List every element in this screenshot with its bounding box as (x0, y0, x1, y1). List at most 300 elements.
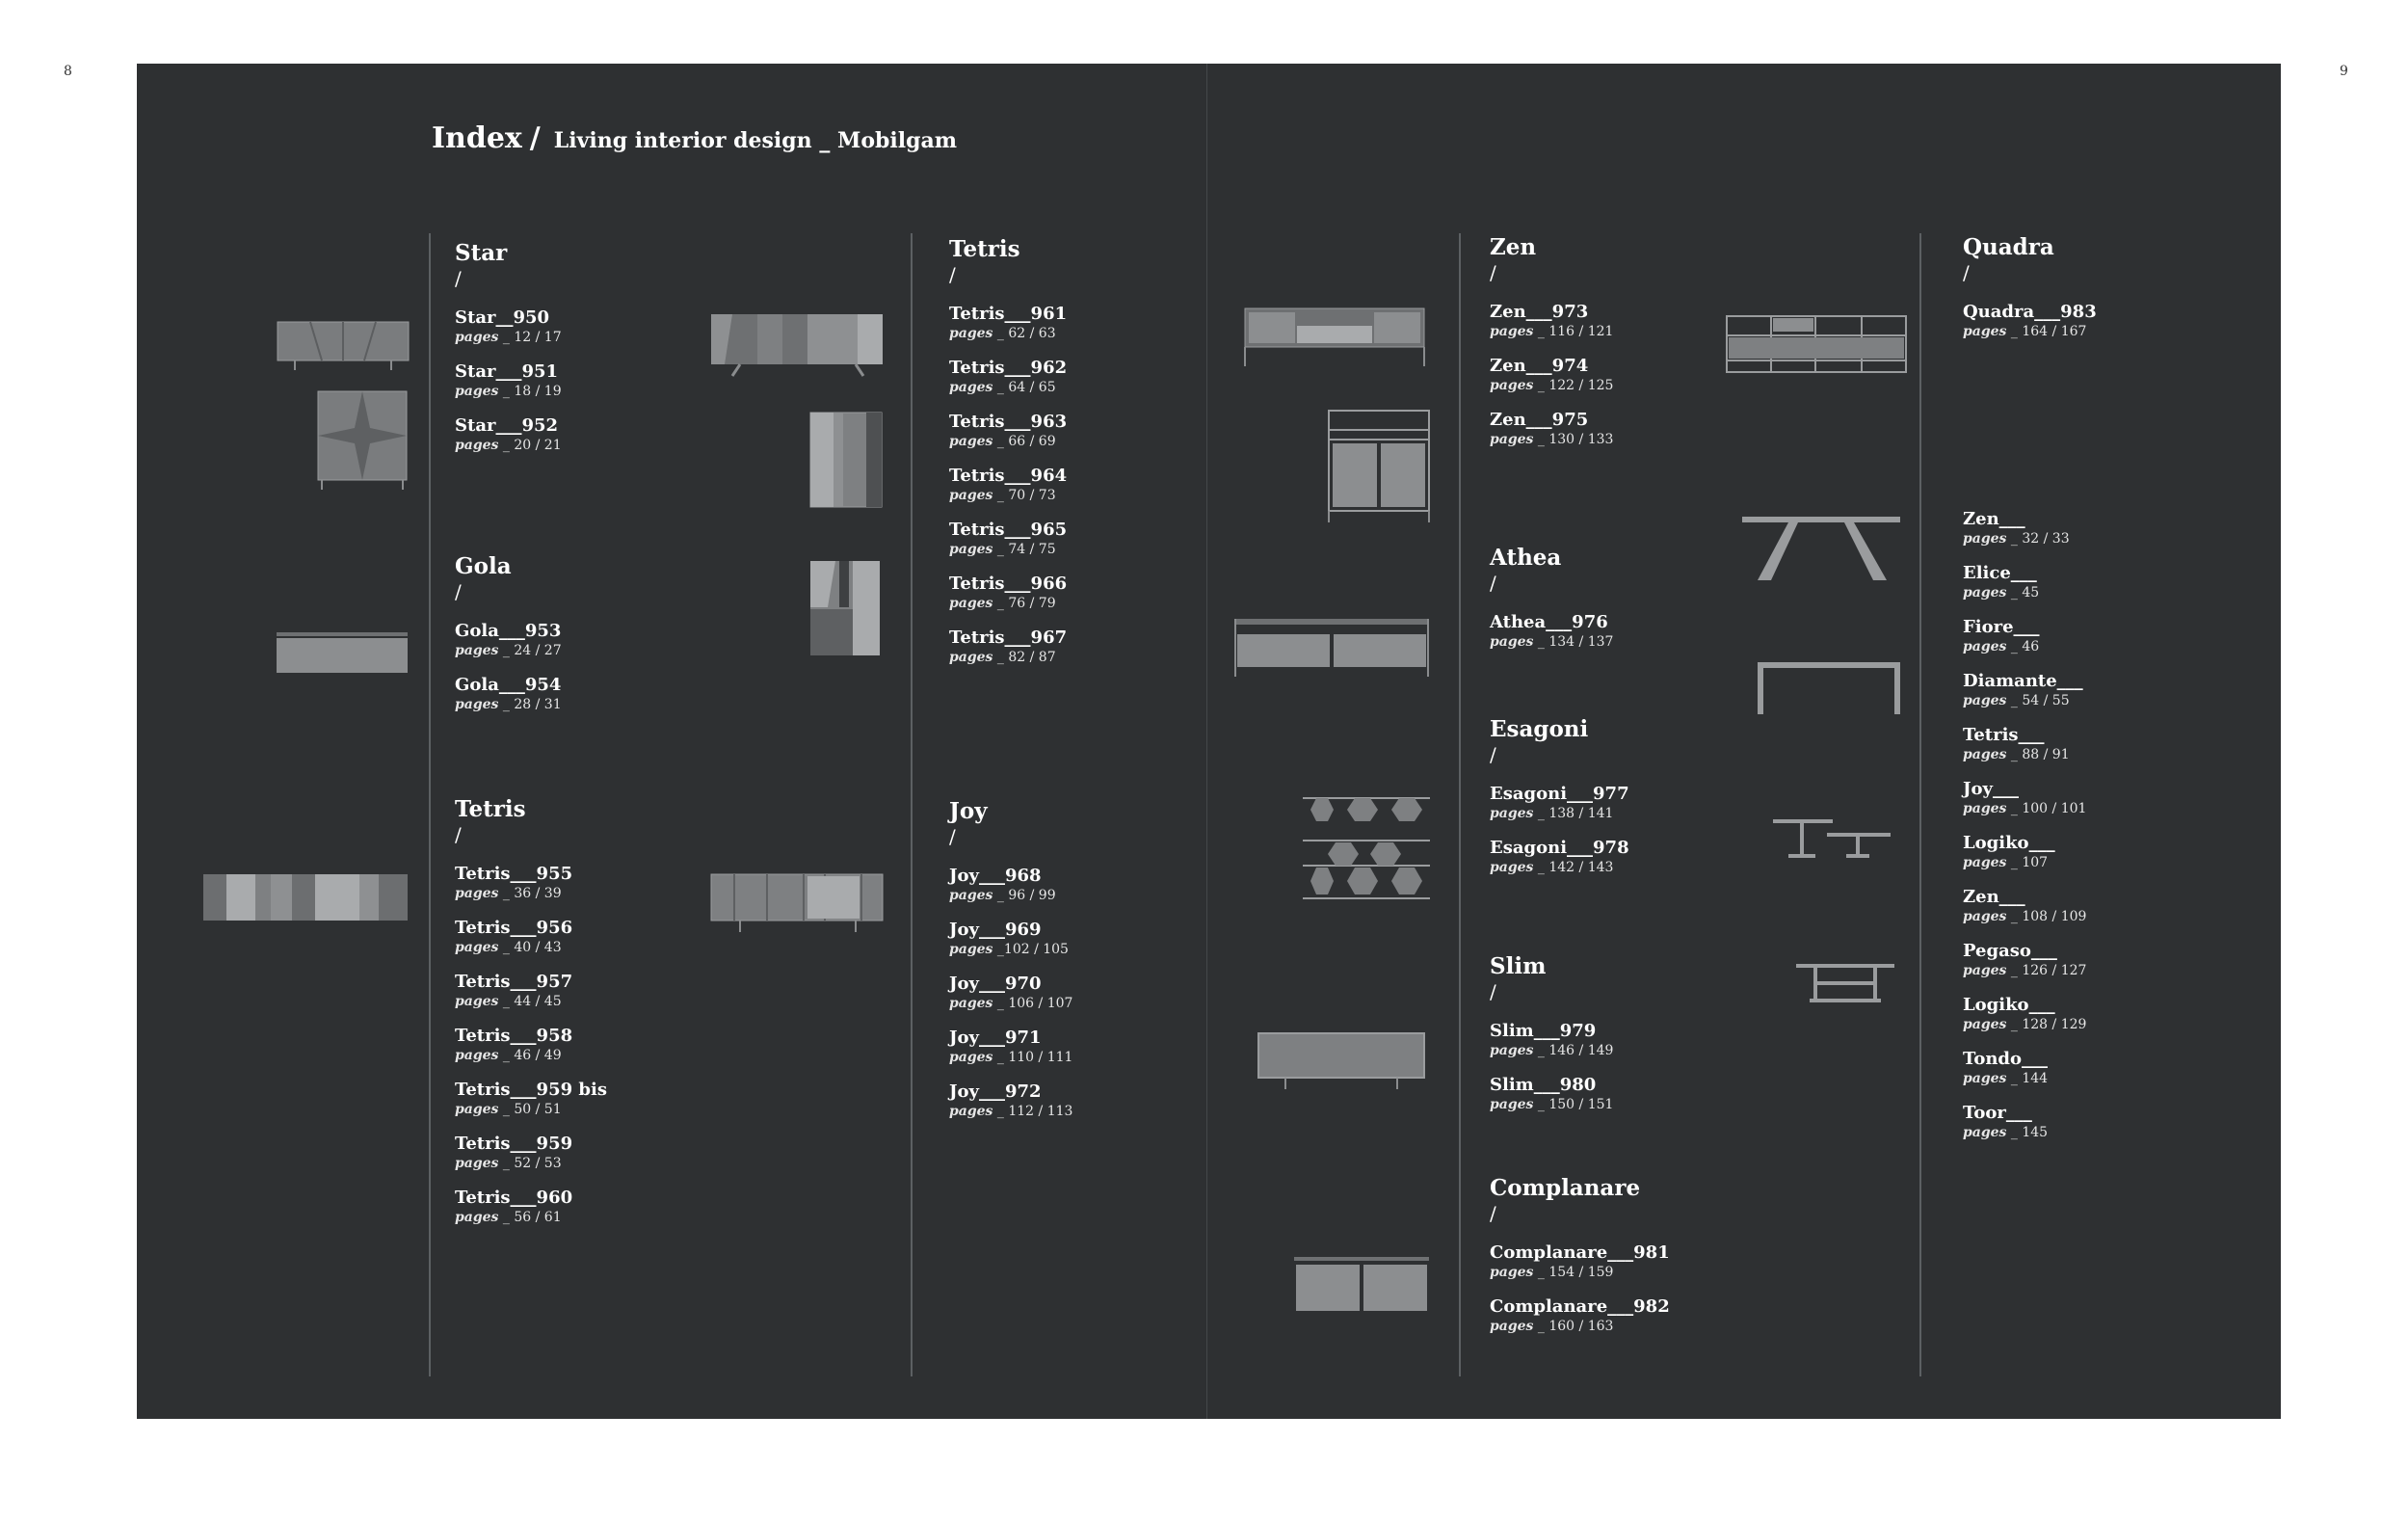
index-entry (1963, 509, 2086, 547)
entry-name: Star___951 (455, 361, 559, 382)
collection-entries (455, 864, 607, 1226)
index-entry (1490, 612, 1613, 651)
entry-pages (1490, 323, 1613, 340)
entry-name: Zen___ (1963, 887, 2025, 907)
collection-group (455, 796, 607, 1242)
entry-name: Esagoni___977 (1490, 784, 1629, 804)
entry-pages (949, 941, 1072, 958)
entry-pages (455, 885, 607, 902)
collection-slash: / (949, 825, 956, 848)
entry-pages (1963, 692, 2086, 709)
entry-pages (949, 649, 1067, 666)
index-entry (455, 918, 607, 956)
entry-name: Slim___980 (1490, 1075, 1597, 1095)
entry-pages (455, 383, 562, 400)
collection-title: Esagoni (1490, 716, 1589, 742)
entry-pages (1490, 1318, 1670, 1335)
pages-label: pages (1963, 963, 2007, 978)
entry-pages (1963, 530, 2086, 547)
entry-pages (1963, 962, 2086, 979)
index-entry (949, 520, 1067, 558)
pages-label: pages (455, 1048, 499, 1063)
entry-pages (949, 1049, 1072, 1066)
collection-entries (1490, 784, 1629, 876)
page-range: _ 130 / 133 (1537, 432, 1614, 447)
entry-pages (455, 696, 562, 713)
index-entry (1490, 1021, 1613, 1059)
entry-name: Star__950 (455, 307, 550, 328)
pages-label: pages (1963, 585, 2007, 601)
entry-pages (455, 1101, 607, 1118)
pages-label: pages (455, 384, 499, 399)
index-entry (1963, 671, 2086, 709)
pages-label: pages (455, 643, 499, 658)
index-entry (949, 1081, 1072, 1120)
entry-name: Tetris___959 bis (455, 1080, 607, 1100)
page-range: _ 66 / 69 (996, 434, 1056, 449)
page-range: _ 46 / 49 (502, 1048, 562, 1063)
page-range: _ 76 / 79 (996, 596, 1056, 611)
index-spread (137, 64, 2281, 1419)
page-range: _ 44 / 45 (502, 994, 562, 1009)
index-entry (1963, 1049, 2086, 1087)
page-range: _ 145 (2010, 1125, 2049, 1140)
entry-name: Elice___ (1963, 563, 2037, 583)
pages-label: pages (1963, 909, 2007, 924)
collection-slash: / (455, 267, 462, 290)
index-entry (455, 621, 562, 659)
collection-entries (1490, 302, 1613, 448)
page-range: _ 46 (2010, 639, 2040, 654)
page-range: _ 107 (2010, 855, 2049, 870)
index-entry (1490, 356, 1613, 394)
cabinet-illustration (810, 561, 884, 657)
collection-entries (1490, 1242, 1670, 1335)
collection-slash: / (455, 580, 462, 603)
entry-pages (1963, 323, 2097, 340)
collection-entries (1963, 302, 2097, 340)
sideboard-illustration (1233, 619, 1432, 681)
entry-pages (1490, 859, 1629, 876)
index-entry (1490, 1296, 1670, 1335)
pages-label: pages (949, 1104, 993, 1119)
index-entry (455, 675, 562, 713)
entry-pages (1963, 1016, 2086, 1033)
entry-name: Tetris___959 (455, 1134, 573, 1154)
collection-title: Joy (949, 798, 988, 824)
header-slash: / (529, 121, 541, 155)
entry-name: Tetris___961 (949, 304, 1068, 324)
entry-name: Tetris___957 (455, 972, 573, 992)
sideboard-illustration (1294, 1257, 1431, 1315)
entry-pages (1490, 1042, 1613, 1059)
index-entry (1963, 563, 2086, 601)
page-range: _ 128 / 129 (2010, 1017, 2087, 1032)
pages-label: pages (1963, 1125, 2007, 1140)
page-range: _ 52 / 53 (502, 1156, 562, 1171)
entry-name: Zen___975 (1490, 410, 1589, 430)
page-range: _ 116 / 121 (1537, 324, 1614, 339)
entry-pages (949, 995, 1072, 1012)
sideboard-illustration (1257, 1031, 1428, 1093)
index-entry (455, 307, 562, 346)
entry-name: Diamante___ (1963, 671, 2083, 691)
entry-name: Tetris___960 (455, 1188, 573, 1208)
collection-group (1963, 509, 2086, 1157)
entry-pages (455, 993, 607, 1010)
page-range: _ 12 / 17 (502, 330, 562, 345)
entry-name: Joy___970 (949, 974, 1042, 994)
index-entry (1963, 779, 2086, 817)
page-range: _ 54 / 55 (2010, 693, 2070, 708)
index-entry (1963, 302, 2097, 340)
index-entry (1490, 410, 1613, 448)
page-number-right: 9 (2340, 64, 2348, 79)
entry-pages (455, 1155, 607, 1172)
collection-slash: / (1490, 1202, 1496, 1225)
page-range: _102 / 105 (996, 942, 1069, 957)
collection-slash: / (1963, 261, 1970, 284)
sideboard-illustration (711, 874, 885, 936)
entry-name: Joy___971 (949, 1028, 1042, 1048)
collection-slash: / (1490, 743, 1496, 766)
entry-pages (1490, 805, 1629, 822)
pages-label: pages (949, 996, 993, 1011)
sideboard-illustration (278, 320, 409, 372)
pages-label: pages (1963, 855, 2007, 870)
collection-title: Zen (1490, 234, 1537, 260)
entry-name: Zen___ (1963, 509, 2025, 529)
pages-label: pages (455, 697, 499, 712)
collection-title: Quadra (1963, 234, 2054, 260)
collection-entries (455, 621, 562, 713)
page-range: _ 64 / 65 (996, 380, 1056, 395)
page-range: _ 150 / 151 (1537, 1097, 1614, 1112)
index-entry (455, 1134, 607, 1172)
column-divider (1919, 233, 1921, 1376)
page-range: _ 108 / 109 (2010, 909, 2087, 924)
sideboard-illustration (1725, 314, 1908, 376)
pages-label: pages (949, 380, 993, 395)
index-entry (455, 415, 562, 454)
page-range: _ 164 / 167 (2010, 324, 2087, 339)
collection-entries (1490, 1021, 1613, 1113)
collection-entries (949, 866, 1072, 1120)
page-range: _ 62 / 63 (996, 326, 1056, 341)
entry-pages (1963, 746, 2086, 763)
collection-slash: / (1490, 572, 1496, 595)
entry-pages (1963, 638, 2086, 655)
entry-name: Complanare___982 (1490, 1296, 1670, 1317)
index-entry (1963, 725, 2086, 763)
collection-slash: / (949, 263, 956, 286)
collection-title: Tetris (455, 796, 526, 822)
index-entry (455, 864, 607, 902)
entry-pages (949, 325, 1067, 342)
entry-pages (949, 487, 1067, 504)
entry-name: Joy___972 (949, 1081, 1042, 1102)
entry-name: Toor___ (1963, 1103, 2032, 1123)
entry-pages (949, 1103, 1072, 1120)
pages-label: pages (455, 940, 499, 955)
page-range: _ 106 / 107 (996, 996, 1073, 1011)
pages-label: pages (1963, 747, 2007, 762)
collection-group (1490, 953, 1613, 1129)
sideboard-illustration (1243, 308, 1428, 370)
page-range: _ 88 / 91 (2010, 747, 2070, 762)
entry-name: Star___952 (455, 415, 559, 436)
pages-label: pages (1490, 1043, 1534, 1058)
entry-name: Tetris___966 (949, 574, 1068, 594)
pages-label: pages (949, 542, 993, 557)
pages-label: pages (949, 326, 993, 341)
pages-label: pages (949, 488, 993, 503)
page-range: _ 40 / 43 (502, 940, 562, 955)
pages-label: pages (949, 888, 993, 903)
entry-pages (1490, 1096, 1613, 1113)
index-entry (1963, 887, 2086, 925)
entry-name: Tetris___962 (949, 358, 1068, 378)
page-range: _ 126 / 127 (2010, 963, 2087, 978)
index-entry (949, 1028, 1072, 1066)
entry-name: Joy___968 (949, 866, 1042, 886)
shelf-illustration (1299, 794, 1434, 904)
entry-name: Zen___974 (1490, 356, 1589, 376)
entry-pages (455, 642, 562, 659)
table-illustration (1742, 517, 1902, 586)
pages-label: pages (1963, 324, 2007, 339)
entry-name: Gola___953 (455, 621, 562, 641)
collection-entries (455, 307, 562, 454)
pages-label: pages (455, 886, 499, 901)
pages-label: pages (1963, 531, 2007, 547)
entry-name: Tetris___965 (949, 520, 1068, 540)
sideboard-illustration (203, 874, 408, 922)
index-header (432, 121, 957, 155)
sideboard-illustration (277, 632, 410, 677)
entry-name: Tetris___955 (455, 864, 573, 884)
page-range: _ 144 (2010, 1071, 2049, 1086)
pages-label: pages (949, 1050, 993, 1065)
page-range: _ 82 / 87 (996, 650, 1056, 665)
entry-pages (1490, 431, 1613, 448)
collection-entries (949, 304, 1067, 666)
entry-pages (1963, 1124, 2086, 1141)
collection-slash: / (1490, 980, 1496, 1003)
index-entry (1963, 1103, 2086, 1141)
index-entry (1963, 995, 2086, 1033)
collection-group (949, 236, 1067, 681)
pages-label: pages (949, 942, 993, 957)
index-entry (949, 358, 1067, 396)
pages-label: pages (1963, 1017, 2007, 1032)
cabinet-illustration (810, 413, 884, 509)
entry-pages (949, 541, 1067, 558)
cabinet-illustration (318, 391, 409, 492)
collection-title: Star (455, 240, 508, 266)
entry-name: Tetris___958 (455, 1026, 573, 1046)
collection-group (1490, 716, 1629, 892)
collection-title: Athea (1490, 545, 1562, 571)
pages-label: pages (949, 596, 993, 611)
index-title: Index (432, 121, 522, 155)
page-range: _ 18 / 19 (502, 384, 562, 399)
index-entry (1963, 941, 2086, 979)
entry-name: Tetris___964 (949, 466, 1068, 486)
entry-pages (1963, 1070, 2086, 1087)
entry-pages (455, 939, 607, 956)
entry-name: Gola___954 (455, 675, 562, 695)
page-range: _ 70 / 73 (996, 488, 1056, 503)
entry-name: Logiko___ (1963, 833, 2055, 853)
pages-label: pages (1963, 801, 2007, 816)
index-entry (949, 304, 1067, 342)
page-range: _ 20 / 21 (502, 438, 562, 453)
index-entry (949, 974, 1072, 1012)
coffee-table-illustration (1796, 964, 1896, 1004)
pages-label: pages (1490, 634, 1534, 650)
page-fold (1206, 64, 1207, 1419)
index-entry (949, 574, 1067, 612)
pages-label: pages (1490, 860, 1534, 875)
collection-group (1490, 545, 1613, 666)
page-range: _ 36 / 39 (502, 886, 562, 901)
entry-name: Logiko___ (1963, 995, 2055, 1015)
page-range: _ 138 / 141 (1537, 806, 1614, 821)
entry-pages (1963, 584, 2086, 601)
pages-label: pages (455, 330, 499, 345)
collection-group (949, 798, 1072, 1135)
pages-label: pages (1963, 693, 2007, 708)
page-range: _ 134 / 137 (1537, 634, 1614, 650)
entry-pages (1963, 854, 2086, 871)
page-range: _ 112 / 113 (996, 1104, 1073, 1119)
pages-label: pages (949, 650, 993, 665)
index-entry (949, 466, 1067, 504)
collection-entries (1963, 509, 2086, 1141)
collection-title: Complanare (1490, 1175, 1641, 1201)
collection-group (455, 240, 562, 469)
index-entry (1490, 1242, 1670, 1281)
page-range: _ 142 / 143 (1537, 860, 1614, 875)
pages-label: pages (455, 994, 499, 1009)
pages-label: pages (455, 1210, 499, 1225)
index-entry (1490, 302, 1613, 340)
entry-name: Complanare___981 (1490, 1242, 1670, 1263)
pages-label: pages (1490, 378, 1534, 393)
index-entry (949, 866, 1072, 904)
entry-pages (455, 1047, 607, 1064)
page-range: _ 146 / 149 (1537, 1043, 1614, 1058)
table-illustration (1758, 662, 1902, 716)
page-range: _ 110 / 111 (996, 1050, 1073, 1065)
index-entry (455, 1188, 607, 1226)
column-divider (911, 233, 913, 1376)
pages-label: pages (1963, 1071, 2007, 1086)
column-divider (429, 233, 431, 1376)
collection-title: Tetris (949, 236, 1020, 262)
entry-name: Slim___979 (1490, 1021, 1597, 1041)
sideboard-illustration (711, 314, 885, 382)
entry-name: Tetris___ (1963, 725, 2045, 745)
collection-title: Slim (1490, 953, 1547, 979)
entry-name: Tetris___963 (949, 412, 1068, 432)
collection-entries (1490, 612, 1613, 651)
pages-label: pages (1490, 324, 1534, 339)
collection-group (455, 553, 562, 729)
entry-pages (1490, 633, 1613, 651)
index-entry (1963, 833, 2086, 871)
index-entry (949, 920, 1072, 958)
pages-label: pages (455, 1102, 499, 1117)
entry-name: Tondo___ (1963, 1049, 2049, 1069)
pages-label: pages (1963, 639, 2007, 654)
page-range: _ 50 / 51 (502, 1102, 562, 1117)
entry-name: Joy___969 (949, 920, 1042, 940)
entry-pages (455, 329, 562, 346)
page-range: _ 28 / 31 (502, 697, 562, 712)
column-divider (1459, 233, 1461, 1376)
entry-name: Tetris___967 (949, 627, 1068, 648)
page-range: _ 74 / 75 (996, 542, 1056, 557)
entry-name: Athea___976 (1490, 612, 1608, 632)
cabinet-illustration (1327, 409, 1433, 524)
page-range: _ 45 (2010, 585, 2040, 601)
index-entry (455, 972, 607, 1010)
entry-name: Zen___973 (1490, 302, 1589, 322)
pages-label: pages (949, 434, 993, 449)
entry-pages (455, 437, 562, 454)
page-range: _ 96 / 99 (996, 888, 1056, 903)
index-entry (1490, 1075, 1613, 1113)
page-range: _ 24 / 27 (502, 643, 562, 658)
entry-pages (1963, 800, 2086, 817)
entry-name: Tetris___956 (455, 918, 573, 938)
entry-name: Joy___ (1963, 779, 2019, 799)
index-entry (949, 412, 1067, 450)
entry-pages (949, 379, 1067, 396)
entry-pages (455, 1209, 607, 1226)
entry-name: Esagoni___978 (1490, 838, 1629, 858)
page-range: _ 122 / 125 (1537, 378, 1614, 393)
collection-group (1490, 234, 1613, 464)
entry-name: Quadra___983 (1963, 302, 2097, 322)
entry-name: Pegaso___ (1963, 941, 2057, 961)
page-range: _ 100 / 101 (2010, 801, 2087, 816)
page-range: _ 154 / 159 (1537, 1265, 1614, 1280)
entry-name: Fiore___ (1963, 617, 2040, 637)
collection-group (1490, 1175, 1670, 1350)
index-entry (1490, 838, 1629, 876)
collection-slash: / (455, 823, 462, 846)
index-entry (455, 1026, 607, 1064)
entry-pages (1490, 1264, 1670, 1281)
entry-pages (1963, 908, 2086, 925)
collection-slash: / (1490, 261, 1496, 284)
entry-pages (949, 433, 1067, 450)
pages-label: pages (1490, 432, 1534, 447)
index-entry (455, 1080, 607, 1118)
index-subtitle: Living interior design _ Mobilgam (553, 128, 958, 153)
index-entry (949, 627, 1067, 666)
collection-title: Gola (455, 553, 512, 579)
pages-label: pages (1490, 1319, 1534, 1334)
pages-label: pages (455, 438, 499, 453)
index-entry (455, 361, 562, 400)
page-range: _ 32 / 33 (2010, 531, 2070, 547)
entry-pages (949, 887, 1072, 904)
entry-pages (949, 595, 1067, 612)
